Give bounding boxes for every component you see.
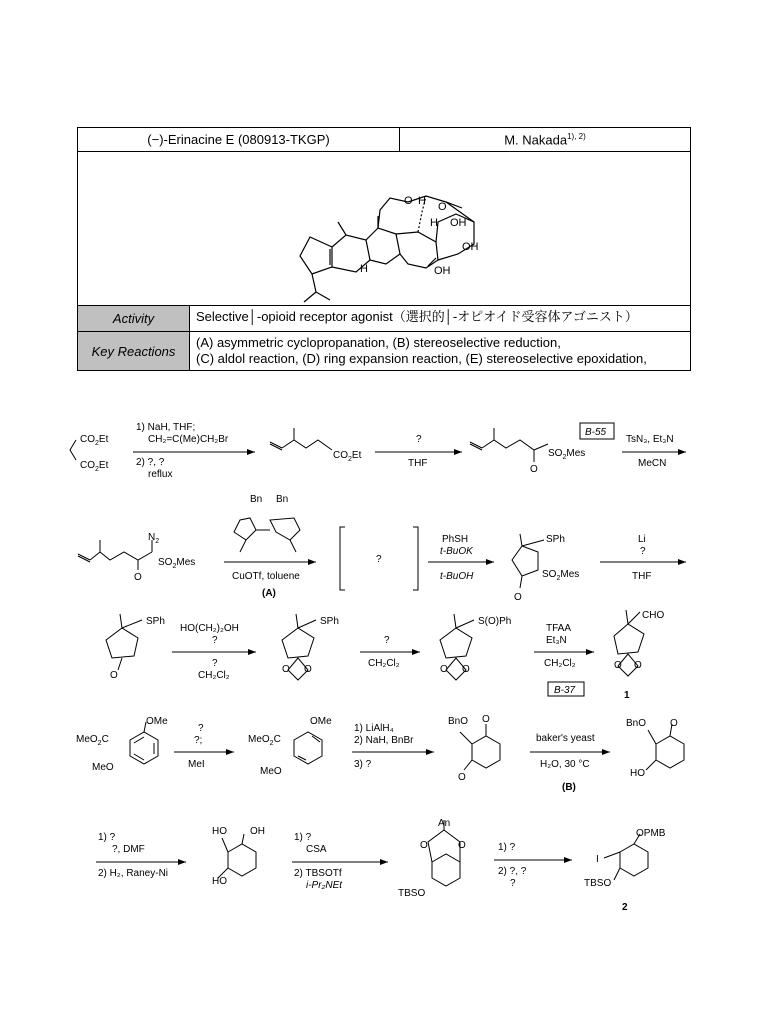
svg-text:TBSO: TBSO	[398, 888, 426, 899]
r4-s2-c: 3) ?	[354, 759, 372, 770]
svg-text:O: O	[110, 670, 118, 681]
r2-ligand-bn2: Bn	[276, 494, 289, 505]
svg-text:HO: HO	[212, 876, 227, 887]
svg-text:H: H	[418, 195, 426, 208]
key-reactions-line-1: (A) asymmetric cyclopropanation, (B) stereoselective reduction,	[196, 335, 561, 351]
svg-text:SO2Mes: $SO_2Mes$	[542, 569, 580, 582]
svg-text:OH: OH	[250, 826, 265, 837]
author-refs: 1), 2)	[567, 132, 586, 141]
svg-text:HO: HO	[630, 768, 645, 779]
triol	[218, 834, 256, 878]
svg-text:O: O	[458, 840, 466, 851]
r3-s1-bot2: CH₂Cl₂	[198, 670, 230, 681]
bracket-left	[340, 527, 345, 590]
svg-text:An: An	[438, 818, 451, 829]
r5-s3-b: 2) ?, ?	[498, 866, 527, 877]
svg-text:BnO: BnO	[448, 716, 469, 727]
svg-text:HO: HO	[212, 826, 227, 837]
svg-text:CO2Et: $CO_2Et$	[80, 460, 109, 473]
aromatic-ester	[130, 722, 158, 764]
r3-s1-bot1: ?	[212, 658, 218, 669]
r2-step2-top1: Li	[638, 534, 646, 545]
r5-s2-c: 2) TBSOTf	[294, 868, 342, 879]
svg-text:SPh: SPh	[546, 534, 565, 545]
svg-text:MeO: MeO	[260, 766, 282, 777]
thioether-ketone	[106, 614, 142, 670]
svg-text:OH: OH	[434, 265, 451, 278]
acetal-tbs	[428, 820, 460, 886]
hydroxy-ketone	[646, 724, 684, 770]
dienol-ether	[294, 732, 322, 764]
r2-step-bot: t-BuOH	[440, 571, 474, 582]
r4-s3-bot: H₂O, 30 °C	[540, 759, 590, 770]
key-reactions-line-2: (C) aldol reaction, (D) ring expansion reaction, (E) stereoselective epoxidation,	[196, 351, 647, 367]
r2-cond-bot: CuOTf, toluene	[232, 571, 300, 582]
compound-title: (−)-Erinacine E (080913-TKGP)	[78, 128, 400, 151]
svg-text:O: O	[420, 840, 428, 851]
svg-text:CO2Et: $CO_2Et$	[333, 450, 362, 463]
key-reactions-label: Key Reactions	[78, 332, 190, 370]
r2-ligand-bn1: Bn	[250, 494, 263, 505]
r1-ref-label: B-55	[585, 427, 607, 438]
r3-ref-label: B-37	[554, 685, 576, 696]
r5-s2-b: CSA	[306, 844, 327, 855]
r4-s3-top: baker's yeast	[536, 733, 595, 744]
r2-step-top2: t-BuOK	[440, 546, 473, 557]
bracket-right	[413, 527, 418, 590]
r4-s2-b: 2) NaH, BnBr	[354, 735, 414, 746]
svg-text:O: O	[404, 195, 413, 208]
r1-step1-c: 2) ?, ?	[136, 457, 165, 468]
r3-s2-bot: CH₂Cl₂	[368, 658, 400, 669]
r2-step2-bot: THF	[632, 571, 652, 582]
svg-text:O: O	[482, 714, 490, 725]
r1-step1-b: CH₂=C(Me)CH₂Br	[148, 434, 229, 445]
r3-s1-top2: ?	[212, 635, 218, 646]
svg-text:O: O	[134, 572, 142, 583]
r5-s2-a: 1) ?	[294, 832, 312, 843]
cyclopentanone-sulfone	[512, 534, 544, 588]
svg-text:OPMB: OPMB	[636, 828, 666, 839]
svg-text:MeO2C: MeO$_2$C	[248, 734, 281, 747]
svg-text:O: O	[438, 201, 447, 214]
diketone	[460, 724, 500, 770]
r4-s1-top2: ?;	[194, 735, 203, 746]
r4-tag-b: (B)	[562, 782, 576, 793]
r4-s1-bot: MeI	[188, 759, 205, 770]
r2-step-top1: PhSH	[442, 534, 469, 545]
svg-text:O: O	[634, 660, 642, 671]
r1-step3-bot: MeCN	[638, 458, 667, 469]
svg-text:I: I	[596, 854, 599, 865]
r3-s3-top2: Et₃N	[546, 635, 567, 646]
ester-intermediate	[270, 428, 332, 450]
r3-s2-top: ?	[384, 635, 390, 646]
r5-s3-a: 1) ?	[498, 842, 516, 853]
compound-2-label: 2	[622, 902, 628, 913]
svg-text:BnO: BnO	[626, 718, 647, 729]
r1-step3-top: TsN₃, Et₃N	[626, 434, 674, 445]
box-ligand	[234, 518, 300, 552]
sulfone-intermediate	[470, 428, 548, 462]
r2-bracket-q: ?	[376, 554, 382, 565]
r2-tag-a: (A)	[262, 588, 276, 599]
svg-text:OMe: OMe	[146, 716, 168, 727]
svg-text:SO2Mes: $SO_2Mes$	[548, 448, 586, 461]
svg-text:CHO: CHO	[642, 610, 665, 621]
r1-step1-a: 1) NaH, THF;	[136, 422, 196, 433]
r4-s1-top1: ?	[198, 723, 204, 734]
svg-text:H: H	[430, 217, 438, 230]
svg-text:O: O	[440, 664, 448, 675]
svg-text:O: O	[614, 660, 622, 671]
svg-text:N2: $N_2$	[148, 532, 160, 545]
diazo-sulfone	[78, 540, 152, 570]
r5-s1-b: ?, DMF	[112, 844, 145, 855]
r3-s3-top1: TFAA	[546, 623, 572, 634]
svg-text:SPh: SPh	[146, 616, 165, 627]
compound-1-label: 1	[624, 690, 630, 701]
r1-step1-d: reflux	[148, 469, 173, 480]
r2-step2-top2: ?	[640, 546, 646, 557]
r3-s3-bot: CH₂Cl₂	[544, 658, 576, 669]
svg-text:MeO2C: MeO$_2$C	[76, 734, 109, 747]
svg-text:OH: OH	[462, 241, 479, 254]
svg-text:O: O	[282, 664, 290, 675]
activity-label: Activity	[78, 306, 190, 331]
r3-s1-top1: HO(CH₂)₂OH	[180, 623, 239, 634]
diethyl-malonate	[70, 434, 109, 473]
svg-text:O: O	[304, 664, 312, 675]
iodide-2	[604, 834, 648, 880]
r5-s2-d: i-Pr₂NEt	[306, 880, 343, 891]
svg-text:O: O	[670, 718, 678, 729]
r5-s3-c: ?	[510, 878, 516, 889]
r1-step2-bot: THF	[408, 458, 428, 469]
svg-text:S(O)Ph: S(O)Ph	[478, 616, 512, 627]
svg-text:OH: OH	[450, 217, 467, 230]
svg-text:O: O	[462, 664, 470, 675]
author-name: M. Nakada	[504, 132, 568, 148]
svg-text:MeO: MeO	[92, 762, 114, 773]
svg-text:OMe: OMe	[310, 716, 332, 727]
activity-value: Selective│-opioid receptor agonist（選択的│-オピオイド受容体アゴニスト）	[196, 309, 638, 325]
svg-text:O: O	[458, 772, 466, 783]
r4-s2-a: 1) LiAlH₄	[354, 723, 394, 734]
svg-text:SPh: SPh	[320, 616, 339, 627]
svg-text:SO2Mes: $SO_2Mes$	[158, 557, 196, 570]
svg-text:H: H	[360, 263, 368, 276]
svg-text:TBSO: TBSO	[584, 878, 612, 889]
r1-step2-top: ?	[416, 434, 422, 445]
svg-text:CO2Et: $CO_2Et$	[80, 434, 109, 447]
svg-text:O: O	[514, 592, 522, 603]
r5-s1-a: 1) ?	[98, 832, 116, 843]
svg-text:O: O	[530, 464, 538, 475]
r5-s1-c: 2) H₂, Raney-Ni	[98, 868, 169, 879]
